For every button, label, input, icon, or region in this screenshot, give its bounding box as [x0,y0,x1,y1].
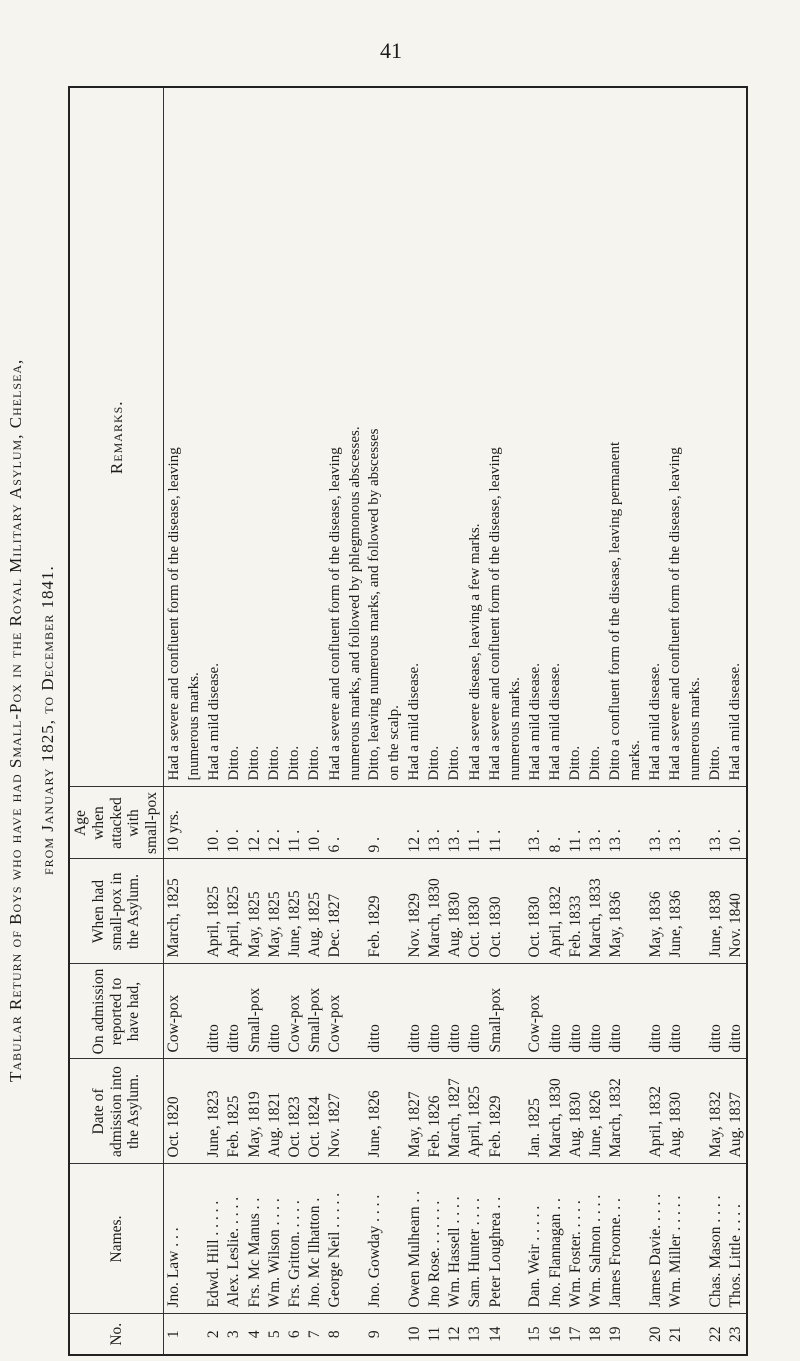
cell-age-attacked: 13 . [445,787,465,859]
cell-row-number: 23 [727,1326,745,1342]
cell-remarks: Had a severe and confluent form of the disease, leaving [164,88,185,787]
cell-reported-had: ditto [705,964,725,1059]
cell-reported-had: ditto [465,964,485,1059]
cell-row-number: 12 [446,1326,464,1342]
table-row [666,88,686,1354]
cell-row-number: 1 [165,1330,183,1339]
header-names: Names. [70,1164,164,1314]
cell-date-admitted [505,1059,525,1164]
cell-date-admitted [385,1059,405,1164]
table-row [525,88,545,1354]
cell-date-admitted: March, 1827 [445,1059,465,1164]
cell-age-attacked: 10 yrs. [164,787,185,859]
cell-date-small-pox [626,859,646,964]
cell-row-number: 8 [326,1330,344,1339]
page-number: 41 [380,38,402,63]
cell-age-attacked: 12 . [244,787,264,859]
cell-date-small-pox: March, 1830 [425,859,445,964]
table-row [265,88,285,1354]
cell-row-number: 5 [265,1330,283,1339]
cell-remarks: Ditto a confluent form of the disease, leaving permanent [606,88,626,787]
cell-name: Thos. Little . . . . [726,1164,746,1314]
cell-remarks: numerous marks. [505,88,525,787]
cell-reported-had: ditto [565,964,585,1059]
cell-row-number: 16 [546,1326,564,1342]
cell-date-small-pox: April, 1825 [224,859,244,964]
cell-age-attacked: 10 . [305,787,325,859]
table-row [224,88,244,1354]
cell-date-admitted: Feb. 1829 [485,1059,505,1164]
cell-date-small-pox: April, 1825 [204,859,224,964]
cell-date-small-pox: Aug. 1825 [305,859,325,964]
cell-remarks: Ditto. [565,88,585,787]
cell-row-number [385,1314,405,1354]
cell-remarks: Had a severe and confluent form of the disease, leaving [485,88,505,787]
cell-age-attacked: 11 . [485,787,505,859]
header-reported: On admission reported to have had, [70,964,164,1059]
cell-remarks: Ditto. [425,88,445,787]
table-row [184,88,204,1354]
cell-reported-had: Cow-pox [285,964,305,1059]
cell-remarks: Had a mild disease. [204,88,224,787]
cell-reported-had: Cow-pox [325,964,345,1059]
cell-date-admitted: Feb. 1825 [224,1059,244,1164]
cell-age-attacked: 12 . [265,787,285,859]
cell-date-small-pox: Dec. 1827 [325,859,345,964]
cell-row-number: 7 [306,1330,324,1339]
header-remarks: Remarks. [70,88,164,787]
cell-remarks: Ditto, leaving numerous marks, and followed by abscesses [365,88,385,787]
cell-date-admitted: Oct. 1823 [285,1059,305,1164]
cell-reported-had [505,964,525,1059]
table-row [425,88,445,1354]
cell-reported-had: Small-pox [485,964,505,1059]
cell-age-attacked: 13 . [425,787,445,859]
cell-reported-had: ditto [224,964,244,1059]
table-row [204,88,224,1354]
table-row [586,88,606,1354]
cell-date-admitted [626,1059,646,1164]
cell-age-attacked [385,787,405,859]
cell-date-admitted: Aug. 1830 [565,1059,585,1164]
cell-date-small-pox: March, 1825 [164,859,185,964]
cell-date-small-pox: Oct. 1830 [465,859,485,964]
table-row [405,88,425,1354]
header-date-admission: Date of admission into the Asylum. [70,1059,164,1164]
cell-name: Owen Mulhearn . . [405,1164,425,1314]
cell-date-admitted: Aug. 1821 [265,1059,285,1164]
cell-date-small-pox: May, 1825 [265,859,285,964]
cell-age-attacked: 9 . [365,787,385,859]
cell-name: Edwd. Hill . . . . . [204,1164,224,1314]
cell-name [505,1164,525,1314]
cell-date-admitted: Nov. 1827 [325,1059,345,1164]
cell-reported-had: ditto [365,964,385,1059]
cell-reported-had: Cow-pox [525,964,545,1059]
cell-reported-had [626,964,646,1059]
cell-remarks: Had a severe and confluent form of the disease, leaving [325,88,345,787]
cell-remarks: Ditto. [285,88,305,787]
cell-remarks: Had a severe disease, leaving a few marks. [465,88,485,787]
cell-date-admitted: May, 1832 [705,1059,725,1164]
cell-date-small-pox: May, 1836 [606,859,626,964]
cell-date-admitted: April, 1825 [465,1059,485,1164]
table-row [244,88,264,1354]
cell-remarks: numerous marks, and followed by phlegmonous abscesses. [345,88,365,787]
cell-age-attacked: 6 . [325,787,345,859]
cell-name [345,1164,365,1314]
cell-reported-had: ditto [666,964,686,1059]
cell-row-number: 20 [646,1326,664,1342]
cell-remarks: numerous marks. [686,88,706,787]
cell-age-attacked: 13 . [586,787,606,859]
cell-name: Sam. Hunter . . . . [465,1164,485,1314]
cell-date-admitted: June, 1826 [586,1059,606,1164]
cell-age-attacked: 11 . [565,787,585,859]
cell-name [184,1164,204,1314]
cell-name: Wm. Salmon . . . . [586,1164,606,1314]
cell-name: George Neil . . . . . [325,1164,345,1314]
cell-name: Alex. Leslie. . . . . [224,1164,244,1314]
table-row [565,88,585,1354]
cell-row-number [505,1314,525,1354]
cell-reported-had: ditto [645,964,665,1059]
table-row [645,88,665,1354]
cell-row-number: 6 [286,1330,304,1339]
cell-date-small-pox: Nov. 1840 [726,859,746,964]
cell-row-number [686,1314,706,1354]
header-when: When had small-pox in the Asylum. [70,859,164,964]
cell-remarks: Had a mild disease. [545,88,565,787]
cell-reported-had [184,964,204,1059]
table-row [365,88,385,1354]
cell-remarks: Ditto. [445,88,465,787]
cell-name: Wm. Wilson . . . . [265,1164,285,1314]
table-row [345,88,365,1354]
return-table [70,88,746,1354]
cell-age-attacked [345,787,365,859]
cell-date-small-pox: June, 1825 [285,859,305,964]
cell-date-admitted: May, 1819 [244,1059,264,1164]
cell-name [686,1164,706,1314]
cell-remarks: Ditto. [705,88,725,787]
cell-date-admitted: May, 1827 [405,1059,425,1164]
cell-remarks: Ditto. [244,88,264,787]
cell-date-admitted [345,1059,365,1164]
cell-date-small-pox: June, 1836 [666,859,686,964]
cell-date-small-pox: May, 1836 [645,859,665,964]
cell-date-admitted: Oct. 1824 [305,1059,325,1164]
cell-date-admitted: Oct. 1820 [164,1059,185,1164]
cell-age-attacked: 13 . [525,787,545,859]
table-row [285,88,305,1354]
cell-date-small-pox [184,859,204,964]
table-row [164,88,185,1354]
cell-reported-had [686,964,706,1059]
cell-reported-had: ditto [586,964,606,1059]
cell-age-attacked: 11 . [285,787,305,859]
table-row [705,88,725,1354]
cell-date-admitted [686,1059,706,1164]
cell-remarks: on the scalp. [385,88,405,787]
table-row [445,88,465,1354]
cell-name: Jno. Flannagan . . [545,1164,565,1314]
table-row [626,88,646,1354]
cell-name: Dan. Weir . . . . . [525,1164,545,1314]
table-row [485,88,505,1354]
cell-age-attacked: 13 . [645,787,665,859]
title-line-1: Tabular Return of Boys who have had Small-Pox in the Royal Military Asylum, Chelsea, [6,358,25,1082]
cell-reported-had: ditto [726,964,746,1059]
cell-row-number: 13 [466,1326,484,1342]
header-age: Age when attacked with small-pox [70,787,164,859]
cell-date-small-pox: May, 1825 [244,859,264,964]
cell-reported-had: ditto [265,964,285,1059]
cell-row-number [626,1314,646,1354]
cell-row-number: 4 [245,1330,263,1339]
cell-row-number: 2 [205,1330,223,1339]
cell-name: Wm. Foster. . . . . [565,1164,585,1314]
cell-date-small-pox: March, 1833 [586,859,606,964]
cell-row-number: 22 [706,1326,724,1342]
cell-date-small-pox: Oct. 1830 [485,859,505,964]
cell-name: Jno Rose. . . . . . . [425,1164,445,1314]
cell-date-small-pox: Feb. 1833 [565,859,585,964]
cell-row-number [184,1314,204,1354]
cell-age-attacked [505,787,525,859]
cell-row-number: 19 [607,1326,625,1342]
table-row [505,88,525,1354]
table-row [545,88,565,1354]
cell-age-attacked: 10 . [726,787,746,859]
cell-row-number: 3 [225,1330,243,1339]
cell-date-small-pox: Nov. 1829 [405,859,425,964]
cell-reported-had: ditto [606,964,626,1059]
cell-name: Frs. Mc Manus . . [244,1164,264,1314]
cell-reported-had [345,964,365,1059]
cell-remarks: Had a mild disease. [726,88,746,787]
cell-reported-had [385,964,405,1059]
cell-date-small-pox: Aug. 1830 [445,859,465,964]
cell-reported-had: Small-pox [305,964,325,1059]
cell-age-attacked [184,787,204,859]
cell-name: James Davie. . . . . [645,1164,665,1314]
cell-date-small-pox: Feb. 1829 [365,859,385,964]
cell-date-small-pox [505,859,525,964]
cell-age-attacked: 11 . [465,787,485,859]
cell-name: James Froome. . . [606,1164,626,1314]
cell-age-attacked [626,787,646,859]
cell-age-attacked: 13 . [666,787,686,859]
cell-date-small-pox: June, 1838 [705,859,725,964]
cell-row-number: 11 [426,1326,444,1342]
cell-date-small-pox: Oct. 1830 [525,859,545,964]
table-row [606,88,626,1354]
title-line-2: from January 1825, to December 1841. [38,565,57,875]
cell-date-admitted [184,1059,204,1164]
cell-date-admitted: April, 1832 [645,1059,665,1164]
table-body [164,88,746,1354]
cell-date-small-pox [385,859,405,964]
cell-remarks: Ditto. [265,88,285,787]
cell-name: Wm. Miller . . . . . [666,1164,686,1314]
table-row [726,88,746,1354]
cell-date-admitted: March, 1830 [545,1059,565,1164]
cell-reported-had: ditto [405,964,425,1059]
cell-row-number: 17 [566,1326,584,1342]
cell-name: Jno. Gowday . . . . [365,1164,385,1314]
cell-age-attacked: 12 . [405,787,425,859]
cell-date-small-pox [345,859,365,964]
table-row [686,88,706,1354]
cell-date-admitted: Aug. 1830 [666,1059,686,1164]
table-row [385,88,405,1354]
cell-date-admitted: June, 1826 [365,1059,385,1164]
cell-age-attacked: 10 . [224,787,244,859]
cell-age-attacked: 13 . [606,787,626,859]
cell-row-number: 15 [526,1326,544,1342]
cell-name: Peter Loughrea . . [485,1164,505,1314]
cell-row-number: 9 [366,1330,384,1339]
return-table-frame [68,86,748,1356]
cell-row-number [345,1314,365,1354]
cell-remarks: Ditto. [586,88,606,787]
cell-remarks: Had a mild disease. [405,88,425,787]
cell-row-number: 10 [405,1326,423,1342]
cell-age-attacked: 10 . [204,787,224,859]
cell-name: Wm. Hassell . . . . [445,1164,465,1314]
cell-remarks: Had a severe and confluent form of the disease, leaving [666,88,686,787]
cell-name [385,1164,405,1314]
cell-reported-had: ditto [425,964,445,1059]
cell-date-admitted: March, 1832 [606,1059,626,1164]
cell-name: Frs. Gritton. . . . . [285,1164,305,1314]
cell-remarks: [numerous marks. [184,88,204,787]
cell-date-admitted: June, 1823 [204,1059,224,1164]
cell-name: Chas. Mason . . . . [705,1164,725,1314]
cell-reported-had: ditto [445,964,465,1059]
cell-remarks: Had a mild disease. [645,88,665,787]
cell-row-number: 14 [486,1326,504,1342]
cell-reported-had: Cow-pox [164,964,185,1059]
cell-age-attacked: 8 . [545,787,565,859]
cell-row-number: 18 [586,1326,604,1342]
cell-remarks: marks. [626,88,646,787]
cell-age-attacked [686,787,706,859]
cell-age-attacked: 13 . [705,787,725,859]
cell-remarks: Ditto. [224,88,244,787]
cell-reported-had: Small-pox [244,964,264,1059]
table-row [465,88,485,1354]
cell-name [626,1164,646,1314]
header-no: No. [70,1314,164,1354]
cell-date-small-pox [686,859,706,964]
cell-date-admitted: Jan. 1825 [525,1059,545,1164]
cell-reported-had: ditto [204,964,224,1059]
table-row [305,88,325,1354]
cell-date-admitted: Feb. 1826 [425,1059,445,1164]
cell-reported-had: ditto [545,964,565,1059]
cell-name: Jno. Law . . . [164,1164,185,1314]
cell-remarks: Had a mild disease. [525,88,545,787]
table-header-row [70,88,164,1354]
table-row [325,88,345,1354]
cell-date-admitted: Aug. 1837 [726,1059,746,1164]
cell-remarks: Ditto. [305,88,325,787]
cell-date-small-pox: April, 1832 [545,859,565,964]
cell-name: Jno. Mc Ilhatton . [305,1164,325,1314]
cell-row-number: 21 [666,1326,684,1342]
